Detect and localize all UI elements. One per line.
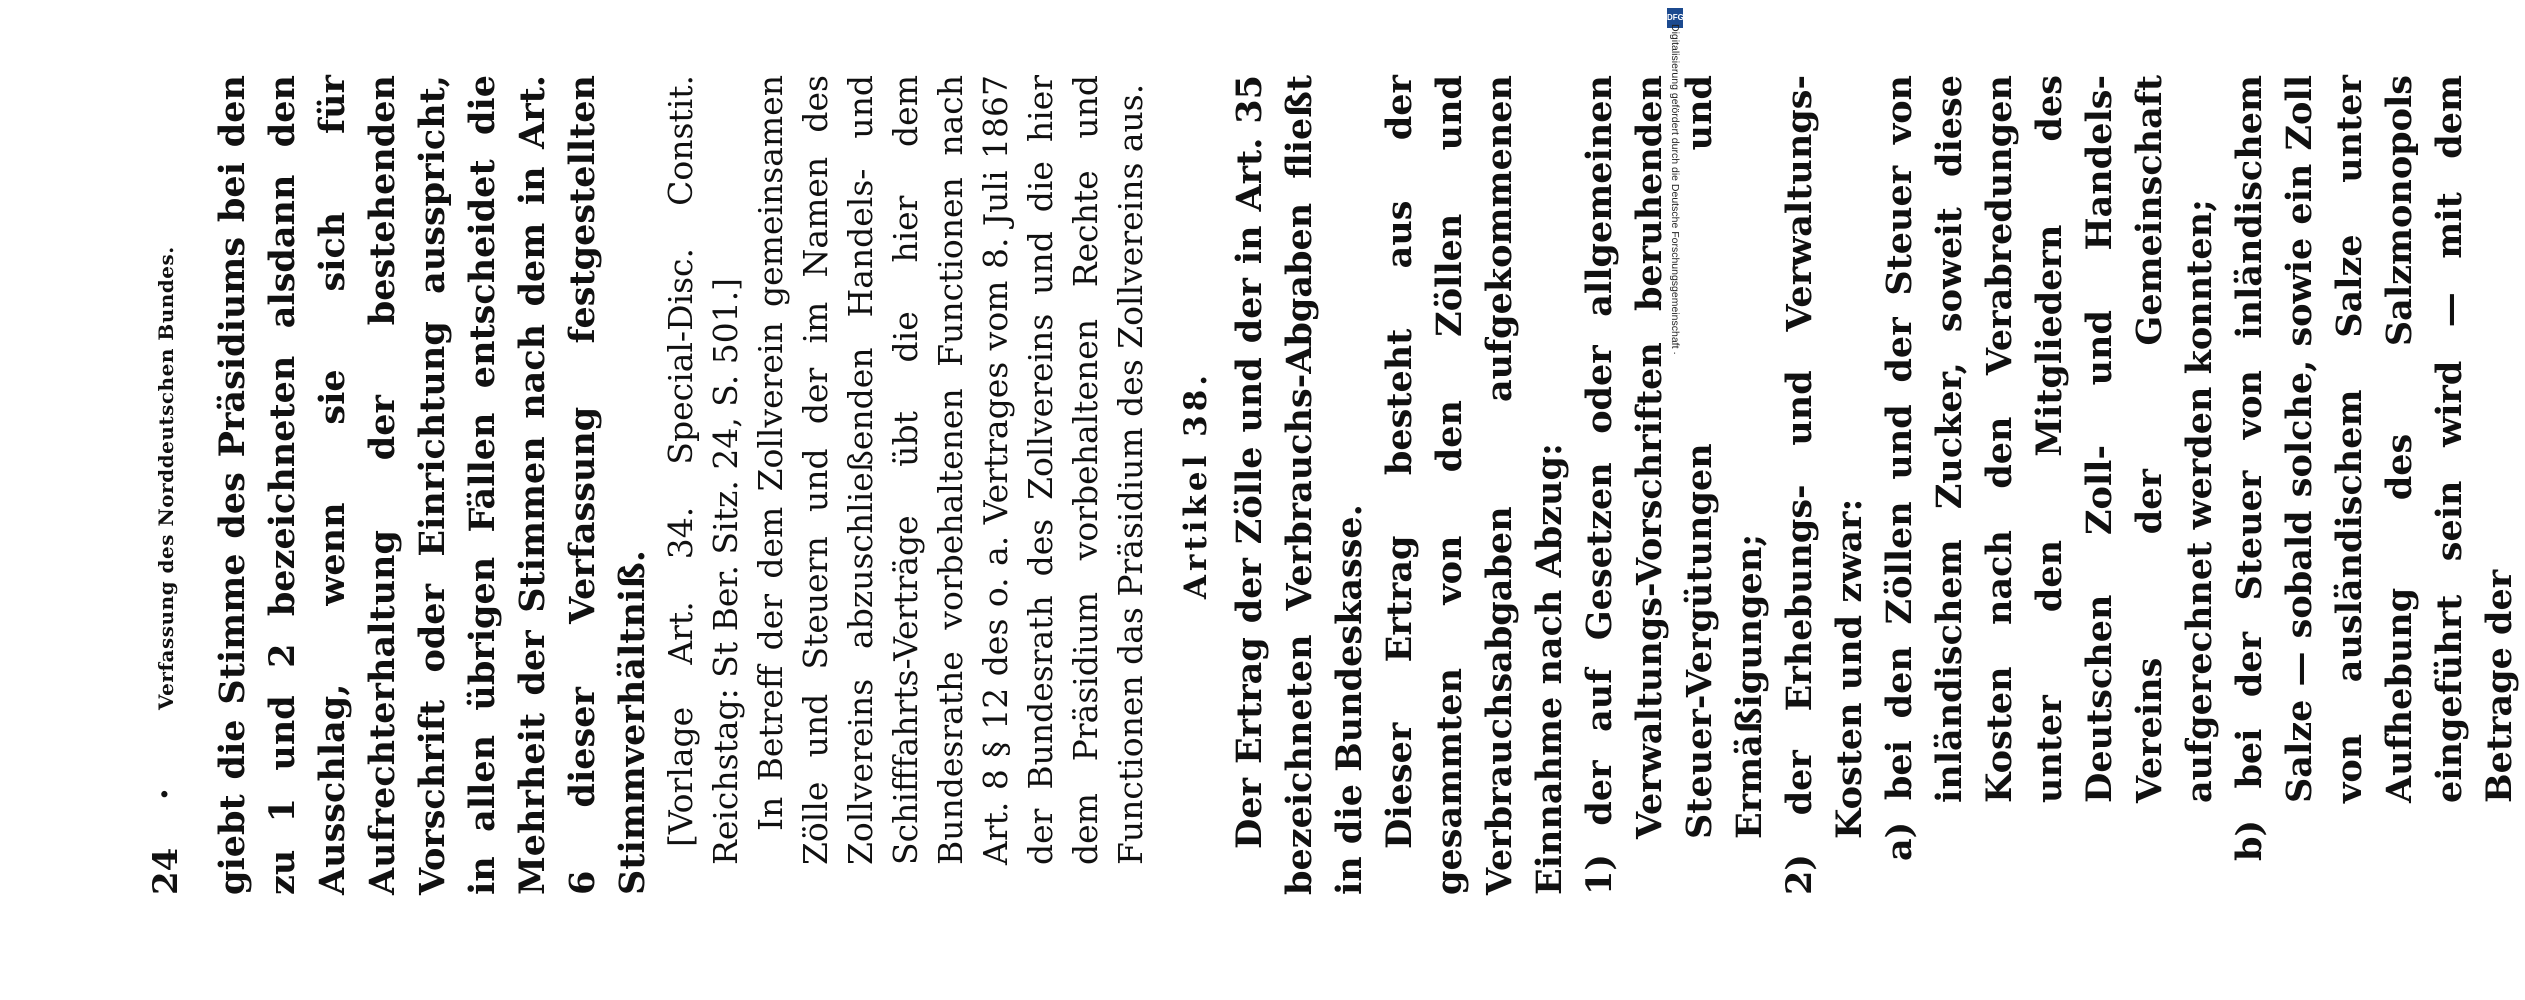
running-title: Verfassung des Norddeutschen Bundes. [154, 246, 178, 710]
dfg-credit-text: Digitalisierung gefördert durch die Deutsche Forschungsgemeinschaft · [1669, 24, 1681, 355]
editorial-note-reference: [Vorlage Art. 34. Special-Disc. Constit. Reichstag: St Ber. Sitz. 24, S. 501.] [661, 75, 745, 865]
list-item-a: a) bei den Zöllen und der Steuer von inländischem Zucker, soweit diese Kosten nach den Verabredungen unter den Mitgliedern des Deutschen Zoll- und Handels-Vereins der Gemeinschaft aufgerechnet werden konnten; [1879, 75, 2220, 861]
dfg-sidebar [1664, 0, 1686, 1000]
list-item-b: b) bei der Steuer von inländischem Salze — sobald solche, sowie ein Zoll von ausländischem Salze unter Aufhebung des Salzmonopols eingeführt sein wird — mit dem Betrage der [2229, 75, 2520, 861]
article-heading: Artikel 38. [1178, 370, 1214, 600]
body-text [208, 75, 2525, 895]
paragraph-continuation: giebt die Stimme des Präsidiums bei den zu 1 und 2 bezeichneten alsdann den Ausschlag, wenn sie sich für Aufrechterhaltung der bestehenden Vorschrift oder Einrichtung ausspricht, in allen übrigen Fällen entscheidet die Mehrheit der Stimmen nach dem in Art. 6 dieser Verfassung festgestellten Stimmverhältniß. [212, 75, 653, 895]
dfg-logo-icon: DFG [1667, 8, 1683, 28]
running-head [136, 75, 192, 895]
list-item-1: 1) der auf Gesetzen oder allgemeinen Verwaltungs-Vorschriften beruhenden Steuer-Vergütungen und Ermäßigungen; [1579, 75, 1770, 895]
editorial-note-zollverein: In Betreff der dem Zollverein gemeinsamen Zölle und Steuern und der im Namen des Zollvereins abzuschließenden Handels- und Schifffahrts-Verträge übt die hier dem Bundesrathe vorbehaltenen Functionen nach Art. 8 § 12 des o. a. Vertrages vom 8. Juli 1867 der Bundesrath des Zollvereins und die hier dem Präsidium vorbehaltenen Rechte und Functionen das Präsidium des Zollvereins aus. [751, 75, 1150, 865]
paragraph-ertrag: Der Ertrag der Zölle und der in Art. 35 bezeichneten Verbrauchs-Abgaben fließt in die Bundeskasse. [1229, 75, 1370, 895]
list-item-2: 2) der Erhebungs- und Verwaltungs-Kosten und zwar: [1779, 75, 1870, 895]
running-head-dot: . [136, 788, 176, 800]
page-number: 24 [146, 847, 186, 895]
paragraph-abzug: Dieser Ertrag besteht aus der gesammten von den Zöllen und Verbrauchsabgaben aufgekommenen Einnahme nach Abzug: [1379, 75, 1570, 895]
